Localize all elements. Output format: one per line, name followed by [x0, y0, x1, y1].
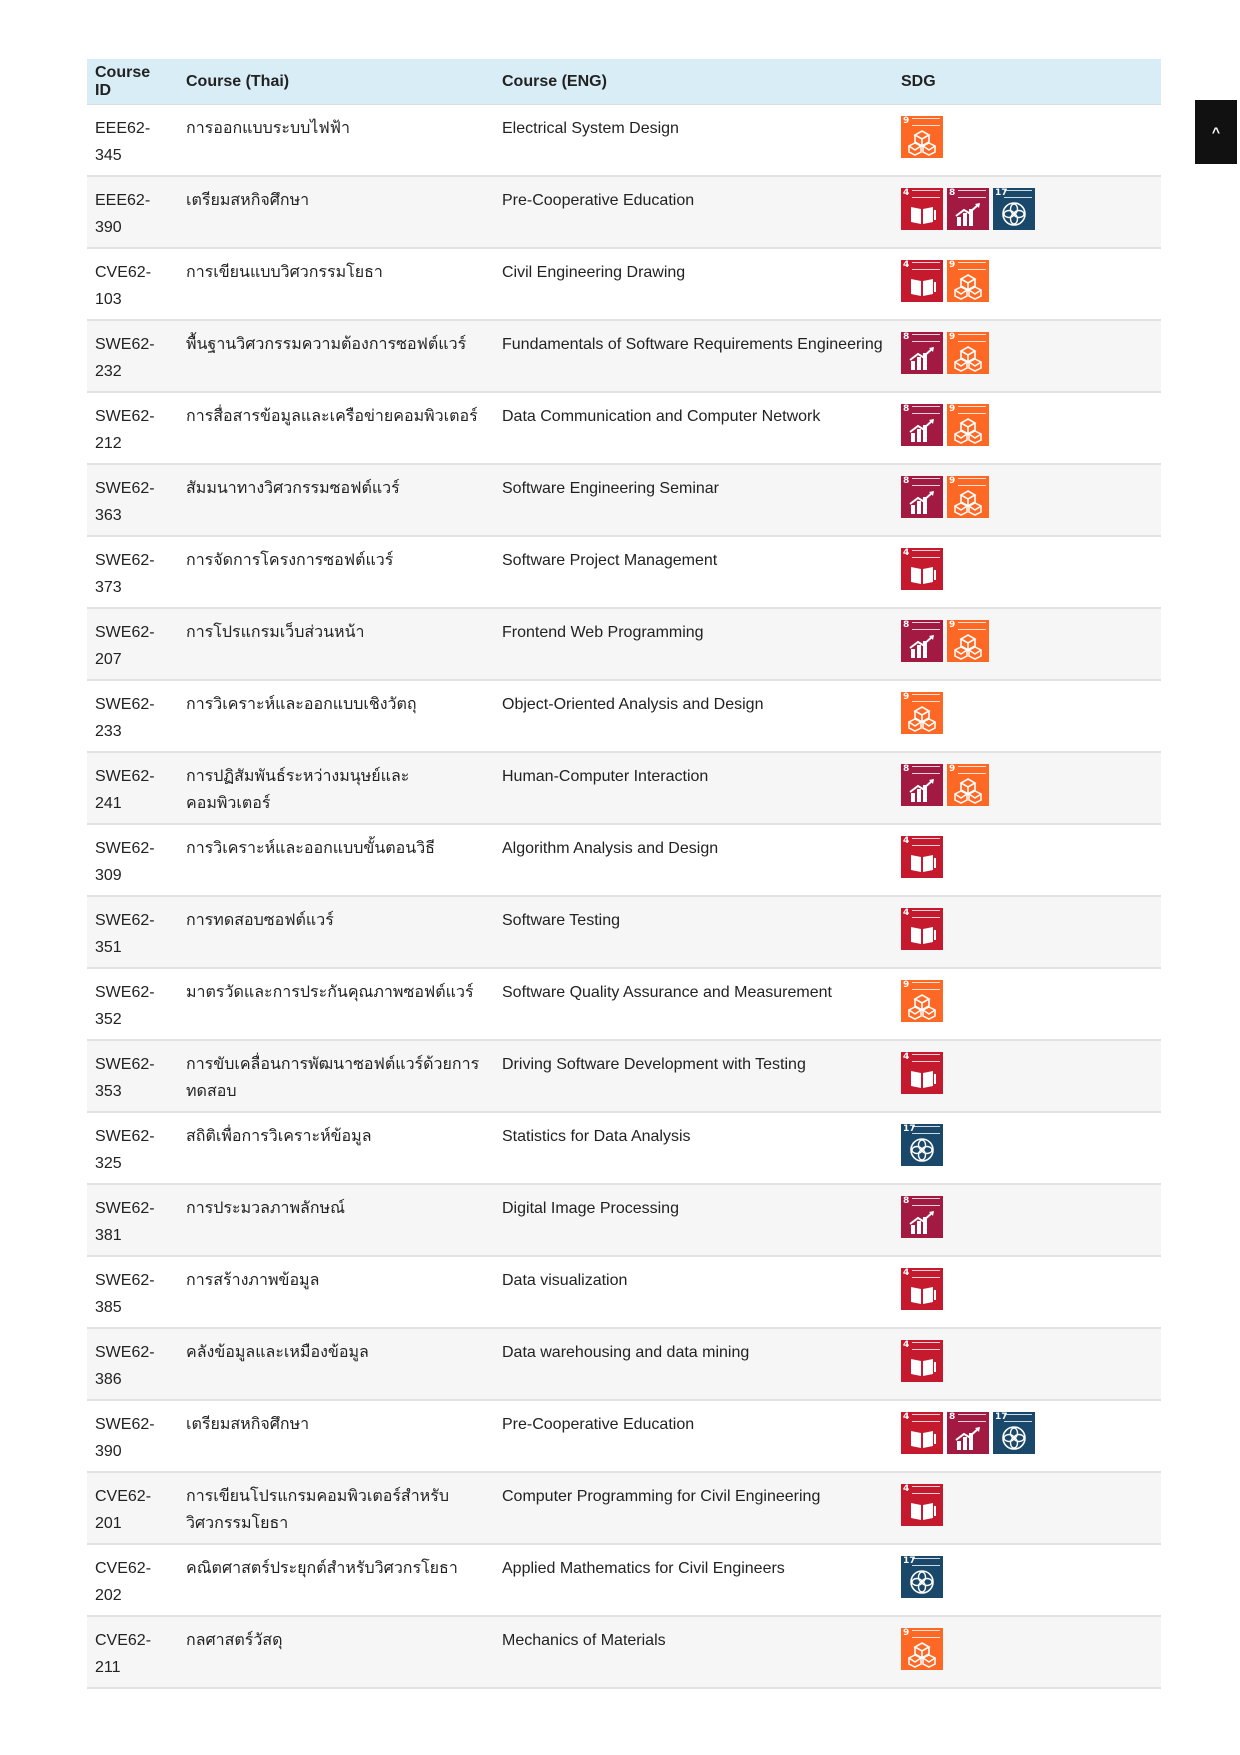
sdg-number: 8 [903, 764, 910, 774]
sdg-icon-group [901, 1267, 1153, 1310]
course-eng-cell: Electrical System Design [494, 105, 893, 177]
sdg-title-lines [912, 766, 940, 774]
sdg-8-badge[interactable] [901, 620, 943, 662]
sdg-icon-group [901, 1051, 1153, 1094]
sdg-4-badge[interactable] [901, 1340, 943, 1382]
course-id-cell: CVE62-202 [87, 1544, 178, 1616]
sdg-4-badge[interactable] [901, 1052, 943, 1094]
sdg-number: 9 [949, 620, 956, 630]
sdg-title-lines [912, 334, 940, 342]
sdg-4-badge[interactable] [901, 188, 943, 230]
course-eng-cell: Mechanics of Materials [494, 1616, 893, 1688]
course-eng-cell: Human-Computer Interaction [494, 752, 893, 824]
sdg-title-lines [912, 1630, 940, 1638]
sdg-icon-group [901, 1123, 1153, 1166]
table-row [87, 320, 1161, 392]
course-thai-cell: พื้นฐานวิศวกรรมความต้องการซอฟต์แวร์ [178, 320, 494, 392]
header-sdg: SDG [893, 59, 1161, 105]
table-row [87, 824, 1161, 896]
sdg-17-badge[interactable] [901, 1556, 943, 1598]
table-row [87, 1256, 1161, 1328]
sdg-title-lines [912, 1054, 940, 1062]
course-thai-cell: เตรียมสหกิจศึกษา [178, 176, 494, 248]
course-id-cell: SWE62-381 [87, 1184, 178, 1256]
header-course-eng: Course (ENG) [494, 59, 893, 105]
course-thai-cell: การทดสอบซอฟต์แวร์ [178, 896, 494, 968]
sdg-number: 8 [903, 476, 910, 486]
sdg-number: 17 [995, 188, 1008, 198]
course-thai-cell: มาตรวัดและการประกันคุณภาพซอฟต์แวร์ [178, 968, 494, 1040]
sdg-9-badge[interactable] [901, 1628, 943, 1670]
sdg-number: 4 [903, 548, 910, 558]
course-eng-cell: Frontend Web Programming [494, 608, 893, 680]
course-id-cell: SWE62-373 [87, 536, 178, 608]
table-row [87, 464, 1161, 536]
sdg-4-badge[interactable] [901, 1268, 943, 1310]
course-eng-cell: Statistics for Data Analysis [494, 1112, 893, 1184]
table-row [87, 1184, 1161, 1256]
sdg-cell [893, 464, 1161, 536]
sdg-cell [893, 680, 1161, 752]
course-id-cell: SWE62-351 [87, 896, 178, 968]
sdg-title-lines [958, 190, 986, 198]
sdg-number: 4 [903, 1412, 910, 1422]
course-thai-cell: การประมวลภาพลักษณ์ [178, 1184, 494, 1256]
sdg-title-lines [912, 478, 940, 486]
table-row [87, 392, 1161, 464]
sdg-9-badge[interactable] [947, 764, 989, 806]
sdg-number: 17 [903, 1124, 916, 1134]
sdg-number: 4 [903, 260, 910, 270]
sdg-cell [893, 1616, 1161, 1688]
sdg-number: 9 [903, 692, 910, 702]
course-id-cell: SWE62-309 [87, 824, 178, 896]
course-eng-cell: Applied Mathematics for Civil Engineers [494, 1544, 893, 1616]
sdg-9-badge[interactable] [947, 332, 989, 374]
sdg-number: 9 [903, 1628, 910, 1638]
header-course-thai: Course (Thai) [178, 59, 494, 105]
table-row [87, 536, 1161, 608]
course-thai-cell: การสื่อสารข้อมูลและเครือข่ายคอมพิวเตอร์ [178, 392, 494, 464]
sdg-title-lines [958, 406, 986, 414]
sdg-title-lines [912, 1486, 940, 1494]
sdg-title-lines [912, 838, 940, 846]
course-thai-cell: การปฏิสัมพันธ์ระหว่างมนุษย์และคอมพิวเตอร์ [178, 752, 494, 824]
table-row [87, 1112, 1161, 1184]
sdg-icon-group [901, 547, 1153, 590]
sdg-number: 17 [995, 1412, 1008, 1422]
course-id-cell: SWE62-386 [87, 1328, 178, 1400]
sdg-cell [893, 824, 1161, 896]
sdg-17-badge[interactable] [993, 1412, 1035, 1454]
sdg-number: 8 [903, 404, 910, 414]
table-row [87, 1400, 1161, 1472]
sdg-number: 4 [903, 1484, 910, 1494]
course-eng-cell: Algorithm Analysis and Design [494, 824, 893, 896]
table-row [87, 105, 1161, 177]
sdg-title-lines [912, 1126, 940, 1134]
course-eng-cell: Fundamentals of Software Requirements Engineering [494, 320, 893, 392]
sdg-cell [893, 1400, 1161, 1472]
course-eng-cell: Software Project Management [494, 536, 893, 608]
sdg-cell [893, 248, 1161, 320]
course-id-cell: EEE62-390 [87, 176, 178, 248]
sdg-title-lines [958, 622, 986, 630]
course-thai-cell: การออกแบบระบบไฟฟ้า [178, 105, 494, 177]
sdg-icon-group [901, 1627, 1153, 1670]
sdg-cell [893, 752, 1161, 824]
sdg-number: 9 [949, 404, 956, 414]
sdg-icon-group [901, 187, 1153, 230]
sdg-4-badge[interactable] [901, 260, 943, 302]
sdg-title-lines [958, 766, 986, 774]
course-id-cell: SWE62-353 [87, 1040, 178, 1112]
sdg-icon-group [901, 403, 1153, 446]
sdg-title-lines [912, 550, 940, 558]
sdg-cell [893, 1472, 1161, 1544]
course-eng-cell: Pre-Cooperative Education [494, 176, 893, 248]
course-id-cell: SWE62-385 [87, 1256, 178, 1328]
course-id-cell: SWE62-363 [87, 464, 178, 536]
sdg-title-lines [912, 262, 940, 270]
course-id-cell: CVE62-201 [87, 1472, 178, 1544]
sdg-number: 9 [903, 980, 910, 990]
course-thai-cell: การเขียนแบบวิศวกรรมโยธา [178, 248, 494, 320]
sdg-title-lines [912, 1342, 940, 1350]
chevron-up-icon: ^ [1211, 124, 1221, 140]
course-id-cell: CVE62-103 [87, 248, 178, 320]
course-id-cell: SWE62-232 [87, 320, 178, 392]
course-thai-cell: การเขียนโปรแกรมคอมพิวเตอร์สำหรับวิศวกรรมโยธา [178, 1472, 494, 1544]
sdg-cell [893, 320, 1161, 392]
sdg-title-lines [912, 622, 940, 630]
sdg-8-badge[interactable] [901, 404, 943, 446]
course-thai-cell: กลศาสตร์วัสดุ [178, 1616, 494, 1688]
course-thai-cell: การโปรแกรมเว็บส่วนหน้า [178, 608, 494, 680]
course-id-cell: SWE62-325 [87, 1112, 178, 1184]
table-row [87, 896, 1161, 968]
sdg-8-badge[interactable] [901, 332, 943, 374]
sdg-8-badge[interactable] [901, 1196, 943, 1238]
sdg-4-badge[interactable] [901, 1412, 943, 1454]
sdg-cell [893, 392, 1161, 464]
sdg-17-badge[interactable] [993, 188, 1035, 230]
sdg-icon-group [901, 1411, 1153, 1454]
sdg-number: 9 [949, 476, 956, 486]
course-id-cell: SWE62-352 [87, 968, 178, 1040]
sdg-8-badge[interactable] [947, 188, 989, 230]
course-thai-cell: คณิตศาสตร์ประยุกต์สำหรับวิศวกรโยธา [178, 1544, 494, 1616]
sdg-cell [893, 1040, 1161, 1112]
sdg-9-badge[interactable] [901, 692, 943, 734]
course-eng-cell: Software Quality Assurance and Measurement [494, 968, 893, 1040]
sdg-9-badge[interactable] [947, 404, 989, 446]
sdg-number: 4 [903, 1340, 910, 1350]
course-id-cell: EEE62-345 [87, 105, 178, 177]
sdg-8-badge[interactable] [947, 1412, 989, 1454]
course-eng-cell: Computer Programming for Civil Engineering [494, 1472, 893, 1544]
course-eng-cell: Digital Image Processing [494, 1184, 893, 1256]
table-row [87, 1328, 1161, 1400]
table-row [87, 1616, 1161, 1688]
sdg-number: 8 [903, 620, 910, 630]
sdg-4-badge[interactable] [901, 908, 943, 950]
sdg-cell [893, 1256, 1161, 1328]
sdg-8-badge[interactable] [901, 476, 943, 518]
sdg-9-badge[interactable] [901, 980, 943, 1022]
course-eng-cell: Data visualization [494, 1256, 893, 1328]
sdg-icon-group [901, 1555, 1153, 1598]
course-eng-cell: Software Testing [494, 896, 893, 968]
sdg-title-lines [912, 190, 940, 198]
course-thai-cell: การสร้างภาพข้อมูล [178, 1256, 494, 1328]
sdg-cell [893, 608, 1161, 680]
sdg-9-badge[interactable] [901, 116, 943, 158]
course-eng-cell: Data warehousing and data mining [494, 1328, 893, 1400]
sdg-cell [893, 1112, 1161, 1184]
sdg-9-badge[interactable] [947, 620, 989, 662]
sdg-title-lines [958, 478, 986, 486]
sdg-4-badge[interactable] [901, 836, 943, 878]
sdg-icon-group [901, 1195, 1153, 1238]
sdg-number: 8 [949, 1412, 956, 1422]
table-row [87, 176, 1161, 248]
course-thai-cell: เตรียมสหกิจศึกษา [178, 1400, 494, 1472]
course-thai-cell: สัมมนาทางวิศวกรรมซอฟต์แวร์ [178, 464, 494, 536]
sdg-icon-group [901, 115, 1153, 158]
course-eng-cell: Pre-Cooperative Education [494, 1400, 893, 1472]
sdg-icon-group [901, 475, 1153, 518]
sdg-number: 4 [903, 188, 910, 198]
sdg-number: 8 [903, 1196, 910, 1206]
course-id-cell: CVE62-211 [87, 1616, 178, 1688]
table-row [87, 248, 1161, 320]
sdg-title-lines [1004, 1414, 1032, 1422]
sdg-icon-group [901, 331, 1153, 374]
sdg-cell [893, 1328, 1161, 1400]
scroll-top-button[interactable] [1195, 100, 1237, 164]
sdg-8-badge[interactable] [901, 764, 943, 806]
sdg-number: 4 [903, 1052, 910, 1062]
sdg-icon-group [901, 619, 1153, 662]
sdg-number: 9 [949, 332, 956, 342]
sdg-number: 9 [949, 764, 956, 774]
sdg-17-badge[interactable] [901, 1124, 943, 1166]
course-eng-cell: Civil Engineering Drawing [494, 248, 893, 320]
sdg-icon-group [901, 691, 1153, 734]
sdg-title-lines [912, 1414, 940, 1422]
sdg-number: 8 [903, 332, 910, 342]
sdg-cell [893, 1184, 1161, 1256]
sdg-title-lines [912, 118, 940, 126]
sdg-number: 9 [903, 116, 910, 126]
course-thai-cell: การจัดการโครงการซอฟต์แวร์ [178, 536, 494, 608]
course-eng-cell: Driving Software Development with Testing [494, 1040, 893, 1112]
table-row [87, 680, 1161, 752]
table-row [87, 1544, 1161, 1616]
sdg-number: 17 [903, 1556, 916, 1566]
sdg-title-lines [958, 1414, 986, 1422]
sdg-cell [893, 1544, 1161, 1616]
course-eng-cell: Data Communication and Computer Network [494, 392, 893, 464]
sdg-title-lines [958, 262, 986, 270]
course-thai-cell: การวิเคราะห์และออกแบบขั้นตอนวิธี [178, 824, 494, 896]
table-row [87, 752, 1161, 824]
course-id-cell: SWE62-233 [87, 680, 178, 752]
sdg-icon-group [901, 1483, 1153, 1526]
course-table [87, 59, 1161, 1689]
sdg-cell [893, 176, 1161, 248]
sdg-title-lines [912, 910, 940, 918]
sdg-title-lines [912, 694, 940, 702]
course-id-cell: SWE62-390 [87, 1400, 178, 1472]
sdg-title-lines [958, 334, 986, 342]
course-thai-cell: สถิติเพื่อการวิเคราะห์ข้อมูล [178, 1112, 494, 1184]
course-eng-cell: Software Engineering Seminar [494, 464, 893, 536]
sdg-4-badge[interactable] [901, 548, 943, 590]
sdg-icon-group [901, 763, 1153, 806]
table-row [87, 1472, 1161, 1544]
sdg-icon-group [901, 835, 1153, 878]
sdg-icon-group [901, 259, 1153, 302]
sdg-title-lines [912, 1270, 940, 1278]
sdg-title-lines [912, 1198, 940, 1206]
table-row [87, 1040, 1161, 1112]
sdg-title-lines [1004, 190, 1032, 198]
sdg-title-lines [912, 406, 940, 414]
table-row [87, 608, 1161, 680]
sdg-icon-group [901, 979, 1153, 1022]
sdg-number: 8 [949, 188, 956, 198]
course-id-cell: SWE62-207 [87, 608, 178, 680]
header-course-id: Course ID [87, 59, 178, 105]
course-thai-cell: การวิเคราะห์และออกแบบเชิงวัตถุ [178, 680, 494, 752]
sdg-icon-group [901, 1339, 1153, 1382]
sdg-icon-group [901, 907, 1153, 950]
course-id-cell: SWE62-212 [87, 392, 178, 464]
sdg-9-badge[interactable] [947, 260, 989, 302]
sdg-cell [893, 105, 1161, 177]
sdg-number: 4 [903, 908, 910, 918]
sdg-title-lines [912, 982, 940, 990]
course-eng-cell: Object-Oriented Analysis and Design [494, 680, 893, 752]
sdg-cell [893, 536, 1161, 608]
sdg-cell [893, 896, 1161, 968]
sdg-number: 4 [903, 1268, 910, 1278]
course-thai-cell: คลังข้อมูลและเหมืองข้อมูล [178, 1328, 494, 1400]
course-id-cell: SWE62-241 [87, 752, 178, 824]
sdg-number: 9 [949, 260, 956, 270]
sdg-cell [893, 968, 1161, 1040]
sdg-title-lines [912, 1558, 940, 1566]
table-body [87, 105, 1161, 1689]
table-header-row [87, 59, 1161, 105]
course-thai-cell: การขับเคลื่อนการพัฒนาซอฟต์แวร์ด้วยการทดสอบ [178, 1040, 494, 1112]
sdg-4-badge[interactable] [901, 1484, 943, 1526]
sdg-number: 4 [903, 836, 910, 846]
table-row [87, 968, 1161, 1040]
sdg-9-badge[interactable] [947, 476, 989, 518]
